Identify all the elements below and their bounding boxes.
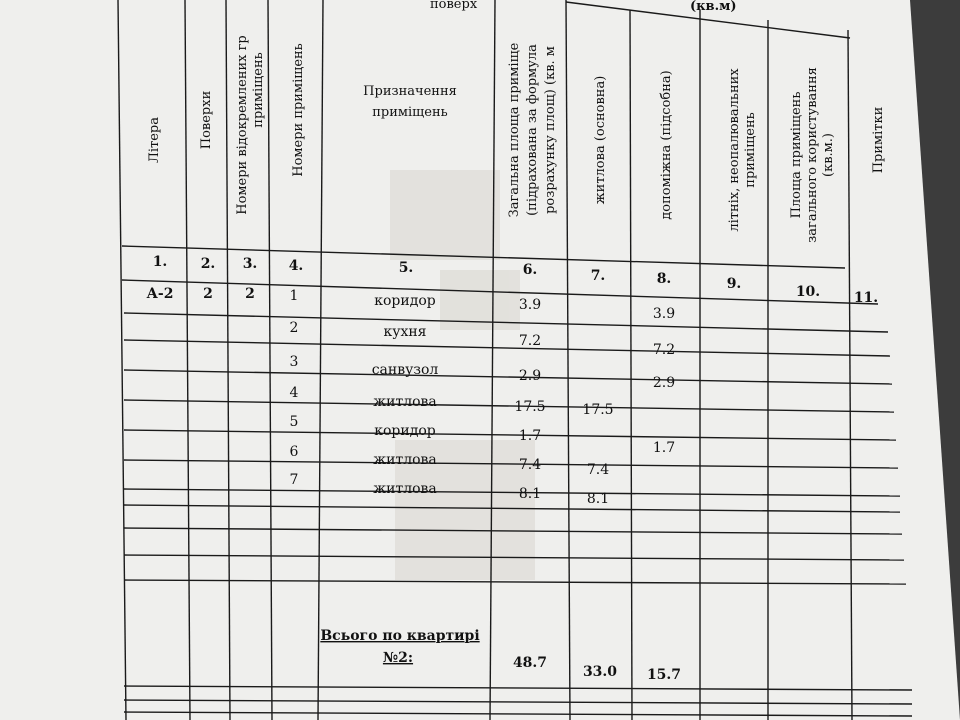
table-row (147, 286, 676, 322)
cell-aux: 7.2 (652, 342, 676, 358)
cell-room: 3 (289, 354, 299, 370)
cell-aux: 2.9 (652, 375, 676, 391)
col-floors-header: Поверхи (199, 90, 214, 150)
col-common-header-line2: загального користування (805, 67, 820, 243)
cell-room: 4 (289, 385, 299, 401)
cell-aux: 1.7 (652, 440, 676, 456)
cell-room: 6 (289, 444, 299, 460)
cell-purpose: житлова (373, 481, 437, 497)
totals-aux: 15.7 (646, 667, 682, 683)
cell-room: 7 (289, 472, 299, 488)
col-num-8: 8. (656, 271, 672, 287)
col-num-5: 5. (398, 260, 414, 276)
col-common-header-line3: (кв.м.) (821, 133, 836, 177)
col-common-header-line1: Площа приміщень (789, 91, 804, 219)
table-row (290, 385, 614, 418)
col-groups-header-line2: приміщень (251, 52, 266, 128)
table-row (290, 354, 676, 391)
col-num-11: 11. (853, 290, 879, 306)
column-headers (147, 35, 886, 243)
col-num-6: 6. (522, 262, 538, 278)
col-aux-header: допоміжна (підсобна) (659, 70, 674, 220)
cell-purpose: житлова (373, 452, 437, 468)
col-total-header-line2: (підрахована за формула (525, 44, 540, 216)
col-living-header: житлова (основна) (593, 75, 608, 205)
col-num-1: 1. (152, 254, 168, 270)
cell-purpose: коридор (374, 293, 436, 309)
top-fragment: поверх (430, 0, 478, 12)
col-num-3: 3. (242, 256, 258, 272)
col-litera-header: Літера (147, 117, 162, 163)
col-room-numbers-header: Номери приміщень (291, 43, 306, 177)
cell-living: 17.5 (582, 402, 614, 418)
cell-purpose: кухня (383, 324, 427, 340)
totals-label-line2: №2: (382, 650, 414, 666)
cell-total: 8.1 (518, 486, 542, 502)
col-notes-header: Примітки (871, 106, 886, 174)
totals-row (320, 628, 681, 683)
cell-total: 3.9 (518, 297, 542, 313)
cell-room: 2 (289, 320, 299, 336)
cell-purpose: житлова (373, 394, 437, 410)
cell-living: 7.4 (586, 462, 610, 478)
cell-total: 2.9 (518, 368, 542, 384)
cell-total: 7.2 (518, 333, 542, 349)
totals-label-line1: Всього по квартирі (320, 628, 480, 644)
col-purpose-header-line1: Призначення (363, 84, 457, 99)
cell-room: 5 (289, 414, 299, 430)
totals-living: 33.0 (582, 664, 618, 680)
col-summer-header-line2: приміщень (743, 112, 758, 188)
cell-litera: А-2 (146, 286, 174, 302)
cell-purpose: санвузол (371, 362, 439, 378)
unit-header: (кв.м) (690, 0, 737, 14)
cell-aux: 3.9 (652, 306, 676, 322)
cell-purpose: коридор (374, 423, 436, 439)
col-num-10: 10. (795, 284, 821, 300)
cell-total: 1.7 (518, 428, 542, 444)
col-purpose-header-line2: приміщень (372, 105, 448, 120)
totals-total: 48.7 (512, 655, 548, 671)
col-num-2: 2. (200, 256, 216, 272)
cell-room: 1 (289, 288, 299, 304)
cell-total: 17.5 (514, 399, 546, 415)
col-num-4: 4. (288, 258, 304, 274)
cell-floor: 2 (203, 286, 213, 302)
cell-total: 7.4 (518, 457, 542, 473)
col-num-9: 9. (726, 276, 742, 292)
col-total-header-line1: Загальна площа приміще (507, 42, 522, 218)
col-summer-header-line1: літніх, неопалювальних (727, 68, 742, 232)
cell-group: 2 (245, 286, 255, 302)
col-total-header-line3: розрахунку площ) (кв. м (543, 46, 558, 214)
cell-living: 8.1 (586, 491, 610, 507)
col-num-7: 7. (590, 268, 606, 284)
col-groups-header-line1: Номери відокремлених гр (235, 35, 250, 215)
